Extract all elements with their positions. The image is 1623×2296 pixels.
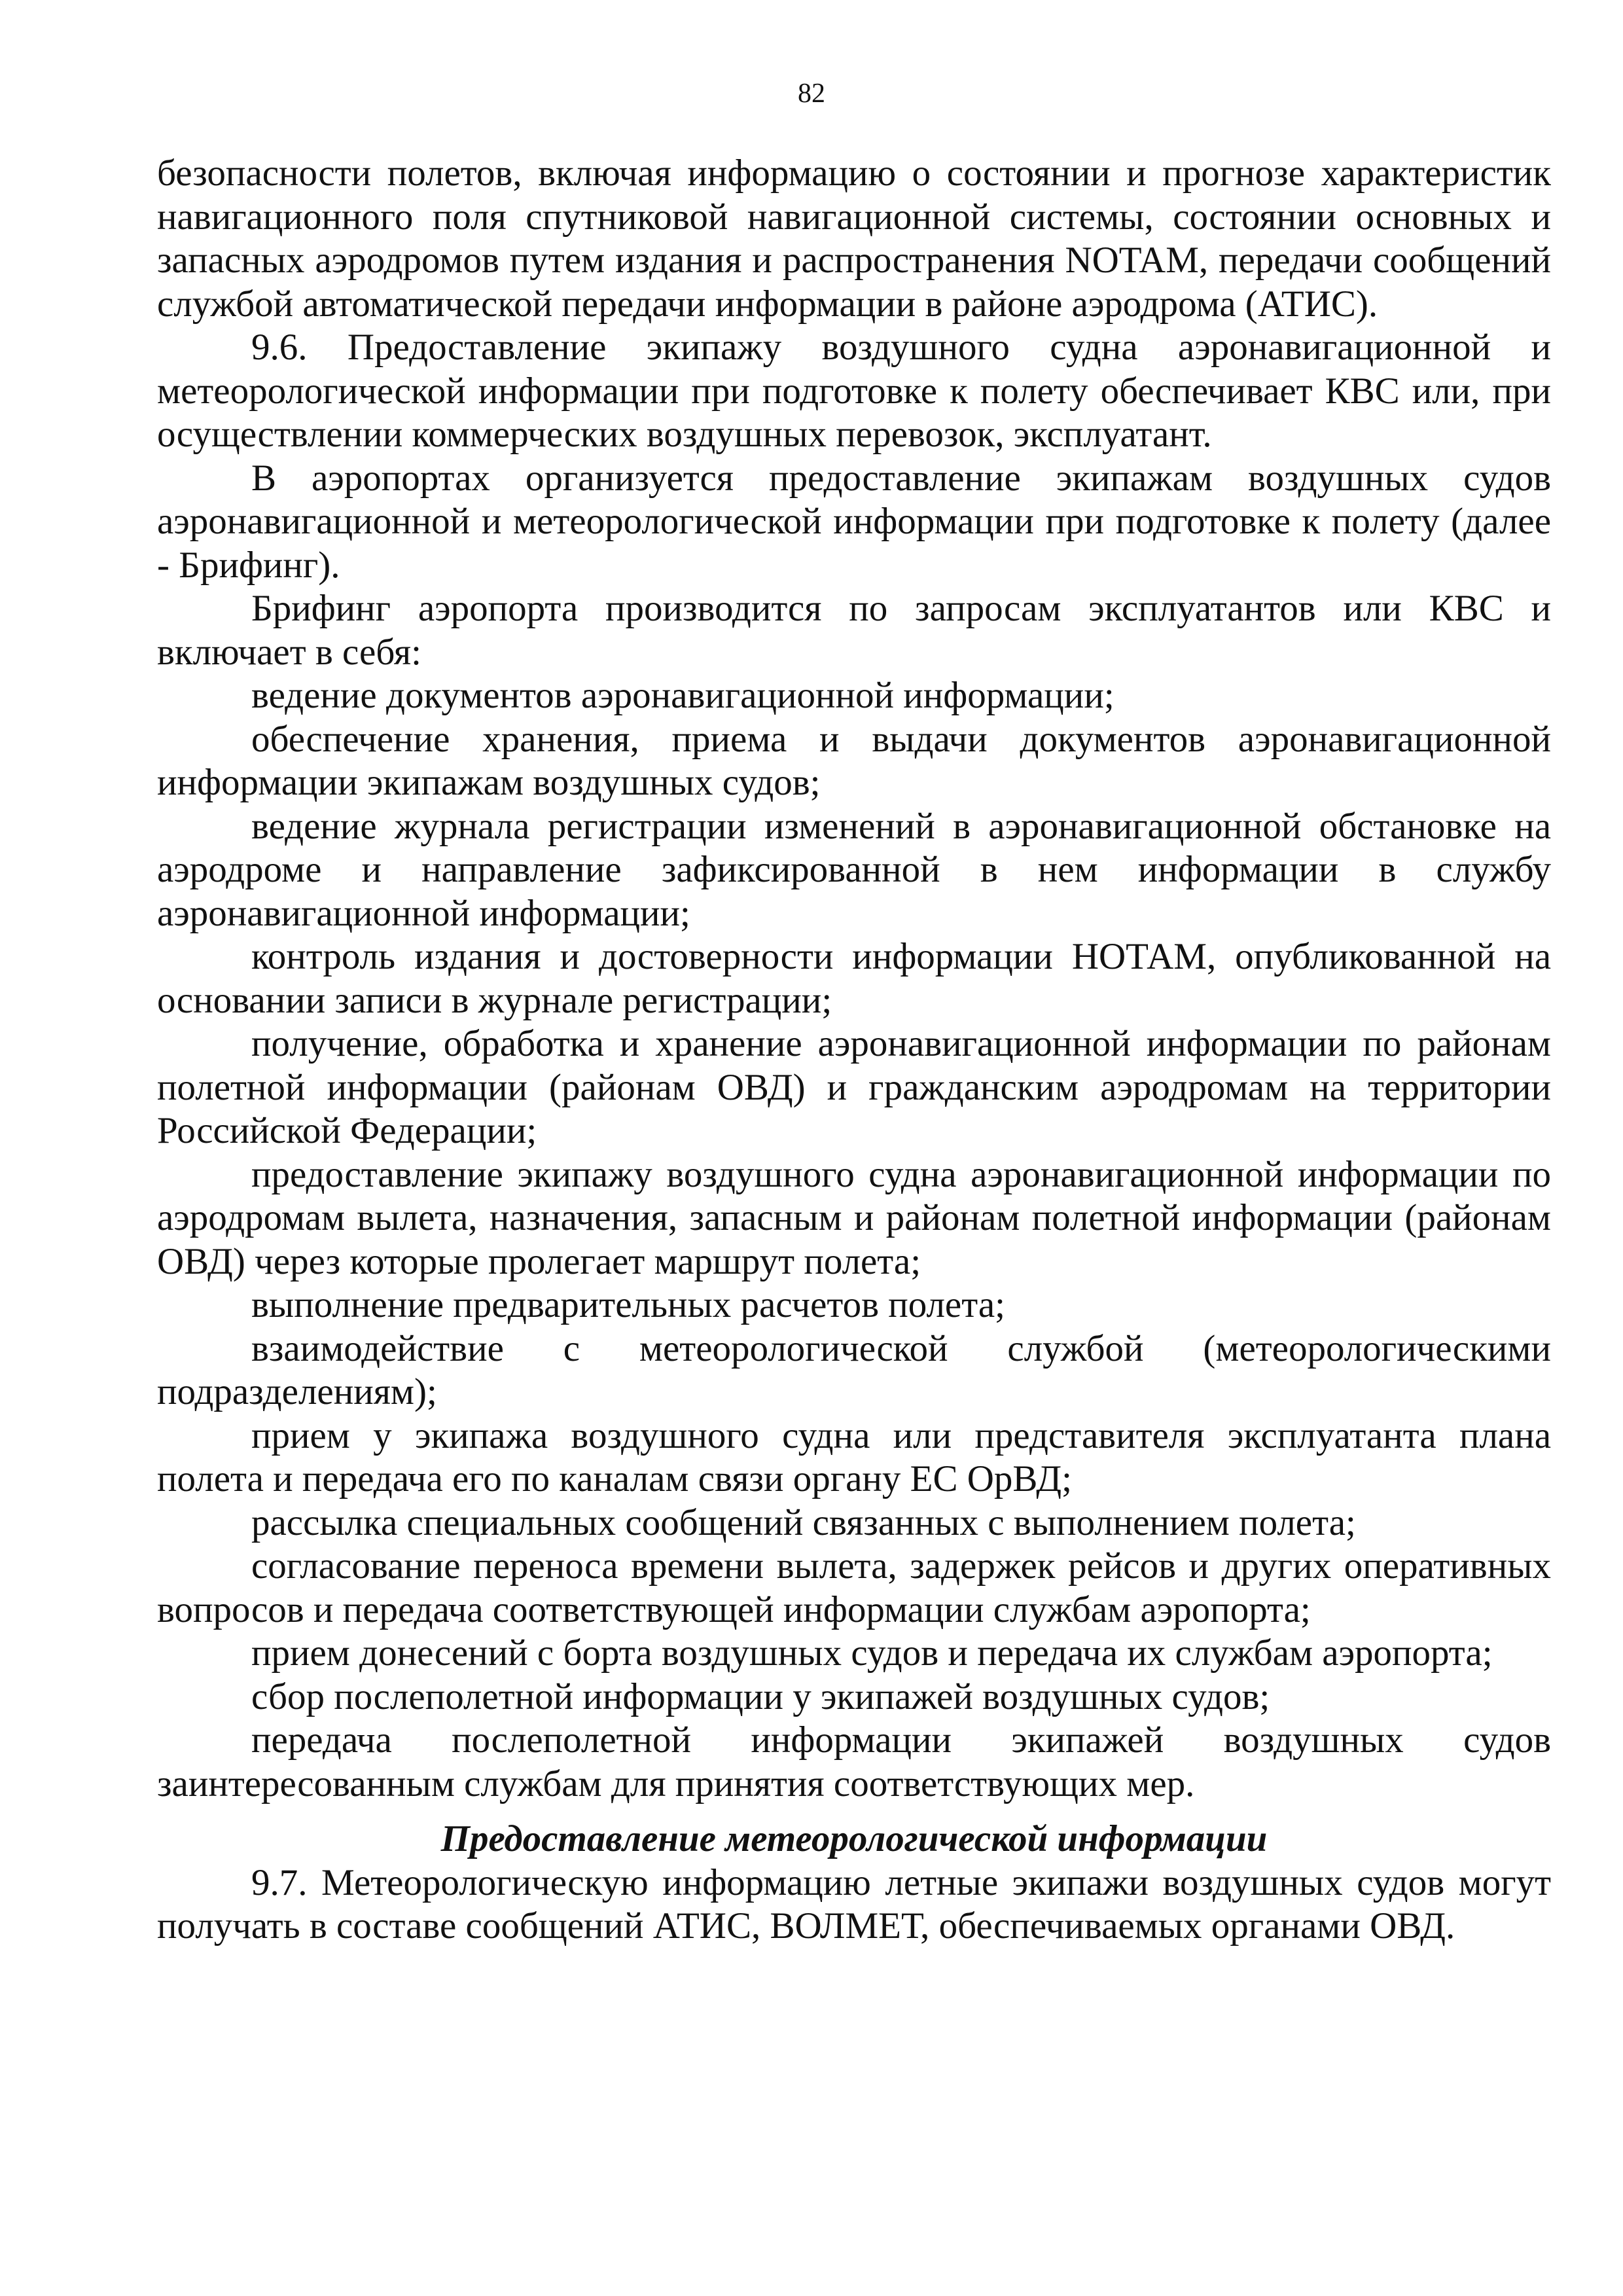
body-text [157,152,1551,1948]
list-item: согласование переноса времени вылета, задержек рейсов и других оперативных вопросов и передача соответствующей информации службам аэропорта; [157,1545,1551,1630]
list-item: передача послеполетной информации экипажей воздушных судов заинтересованным службам для принятия соответствующих мер. [157,1719,1551,1804]
list-item: ведение журнала регистрации изменений в аэронавигационной обстановке на аэродроме и направление зафиксированной в нем информации в службу аэронавигационной информации; [157,805,1551,934]
list-item: получение, обработка и хранение аэронавигационной информации по районам полетной информации (районам ОВД) и гражданским аэродромам на территории Российской Федерации; [157,1023,1551,1151]
paragraph-continuation: безопасности полетов, включая информацию о состоянии и прогнозе характеристик навигационного поля спутниковой навигационной системы, состоянии основных и запасных аэродромов путем издания и распространения NOTAM, передачи сообщений службой автоматической передачи информации в районе аэродрома (АТИС). [157,152,1551,325]
list-item: предоставление экипажу воздушного судна аэронавигационной информации по аэродромам вылета, назначения, запасным и районам полетной информации (районам ОВД) через которые пролегает маршрут полета; [157,1153,1551,1282]
list-item: прием донесений с борта воздушных судов и передача их службам аэропорта; [251,1632,1493,1674]
page-number: 82 [798,79,825,109]
paragraph-9-6: 9.6. Предоставление экипажу воздушного судна аэронавигационной и метеорологической информации при подготовке к полету обеспечивает КВС или, при осуществлении коммерческих воздушных перевозок, эксплуатант. [157,327,1551,455]
paragraph-briefing-organization: В аэропортах организуется предоставление экипажам воздушных судов аэронавигационной и метеорологической информации при подготовке к полету (далее - Брифинг). [157,457,1551,586]
list-item: обеспечение хранения, приема и выдачи документов аэронавигационной информации экипажам воздушных судов; [157,718,1551,803]
list-item: контроль издания и достоверности информации НОТАМ, опубликованной на основании записи в журнале регистрации; [157,936,1551,1021]
paragraph-9-7: 9.7. Метеорологическую информацию летные экипажи воздушных судов могут получать в составе сообщений АТИС, ВОЛМЕТ, обеспечиваемых органами ОВД. [157,1861,1551,1946]
list-item: выполнение предварительных расчетов полета; [251,1284,1005,1325]
list-item: взаимодействие с метеорологической службой (метеорологическими подразделениям); [157,1327,1551,1412]
list-item: сбор послеполетной информации у экипажей воздушных судов; [251,1676,1270,1717]
list-item: прием у экипажа воздушного судна или представителя эксплуатанта плана полета и передача его по каналам связи органу ЕС ОрВД; [157,1414,1551,1499]
section-heading: Предоставление метеорологической информации [440,1818,1268,1859]
list-item: ведение документов аэронавигационной информации; [251,675,1115,716]
list-item: рассылка специальных сообщений связанных с выполнением полета; [251,1501,1356,1543]
paragraph-briefing-scope: Брифинг аэропорта производится по запросам эксплуатантов или КВС и включает в себя: [157,588,1551,673]
